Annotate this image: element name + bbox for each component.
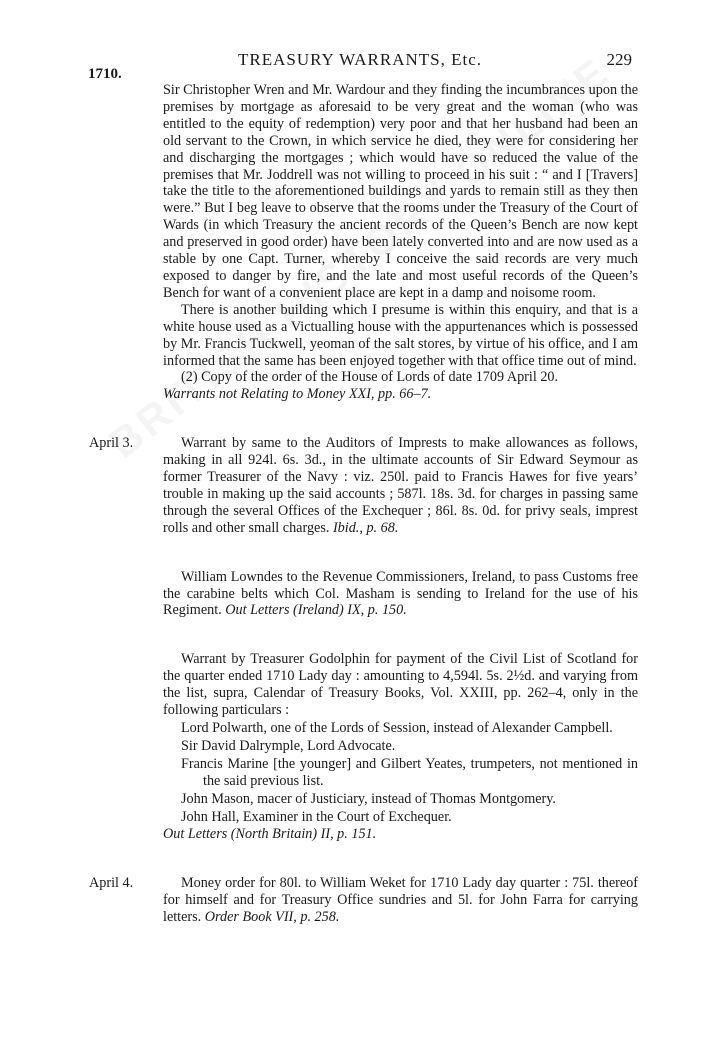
entry-civil-list xyxy=(163,651,638,843)
entry-citation: Out Letters (North Britain) II, p. 151. xyxy=(163,826,377,843)
page-body xyxy=(89,82,638,926)
entry-citation: Order Book VII, p. 258. xyxy=(204,909,340,926)
entry-citation: Out Letters (Ireland) IX, p. 150. xyxy=(225,602,407,619)
running-title: TREASURY WARRANTS, Etc. xyxy=(237,50,483,69)
list-item: Sir David Dalrymple, Lord Advocate. xyxy=(181,737,396,754)
continuation-paragraph: Sir Christopher Wren and Mr. Wardour and they finding the incumbrances upon the premises by mortgage as aforesaid to be very great and the woman (who was entitled to the equity of redemption) very poor and that her husband had been an old servant to the Crown, in which service he died, they were for considering her and discharging the mortgages ; which would have so reduced the value of the premises that Mr. Joddrell was not willing to proceed in his suit : “ and I [Travers] take the title to the aforementioned buildings and yards to remain still as they then were.” But I beg leave to observe that the rooms under the Treasury of the Court of Wards (in which Treasury the ancient records of the Queen’s Bench are now kept and preserved in good order) have been lately converted into and are now used as a stable by one Capt. Turner, whereby I conceive the said records are very much exposed to danger by fire, and the late and most useful records of the Queen’s Bench for want of a convenient place are kept in a damp and noisome room. xyxy=(163,82,638,301)
note-paragraph xyxy=(163,369,638,386)
margin-date: April 3. xyxy=(89,435,134,452)
list-item: Lord Polwarth, one of the Lords of Session, instead of Alexander Campbell. xyxy=(181,720,613,736)
entry-april-3 xyxy=(89,435,638,536)
note-citation: Warrants not Relating to Money XXI, pp. 66–7. xyxy=(163,386,432,403)
entry-text: Warrant by same to the Auditors of Imprests to make allowances as follows, making in all 924l. 6s. 3d., in the ultimate accounts of Sir Edward Seymour as former Treasurer of the Navy : viz. 250l. paid to Francis Hawes for five years’ trouble in making up the said accounts ; 587l. 18s. 3d. for charges in passing same through the several Offices of the Exchequer ; 86l. 8s. 0d. for privy seals, imprest rolls and other small charges. Ibid., p. 68. xyxy=(163,435,638,536)
margin-date: April 4. xyxy=(89,875,134,892)
entry-text: Money order for 80l. to William Weket for 1710 Lady day quarter : 75l. thereof for himself and for Treasury Office sundries and 5l. for John Farra for carrying letters. Order Book VII, p. 258. xyxy=(163,875,638,926)
entry-lowndes xyxy=(163,569,638,620)
entry-text: William Lowndes to the Revenue Commissioners, Ireland, to pass Customs free the carabine belts which Col. Masham is sending to Ireland for the use of his Regiment. Out Letters (Ireland) IX, p. 150. xyxy=(163,568,638,619)
building-paragraph: There is another building which I presume is within this enquiry, and that is a white house used as a Victualling house with the appurtenances which is possessed by Mr. Francis Tuckwell, yeoman of the salt stores, by virtue of his office, and I am informed that the same has been enjoyed together with that office time out of mind. xyxy=(163,301,638,369)
entry-april-4 xyxy=(89,875,638,926)
list-item: John Hall, Examiner in the Court of Exchequer. xyxy=(181,808,452,825)
note-text: (2) Copy of the order of the House of Lords of date 1709 April 20. xyxy=(181,369,559,386)
entry-text: Warrant by Treasurer Godolphin for payment of the Civil List of Scotland for the quarter ended 1710 Lady day : amounting to 4,594l. 5s. 2½d. and varying from the list, supra, Calendar of Treasury Books, Vol. XXIII, pp. 262–4, only in the following particulars : xyxy=(163,651,638,719)
list-item: John Mason, macer of Justiciary, instead of Thomas Montgomery. xyxy=(181,790,556,807)
margin-year: 1710. xyxy=(88,66,122,82)
particulars-list xyxy=(181,720,638,825)
page-number: 229 xyxy=(606,50,632,69)
running-header xyxy=(0,48,720,82)
entry-citation: Ibid., p. 68. xyxy=(332,519,399,536)
list-item: Francis Marine [the younger] and Gilbert Yeates, trumpeters, not mentioned in the said previous list. xyxy=(181,755,638,789)
